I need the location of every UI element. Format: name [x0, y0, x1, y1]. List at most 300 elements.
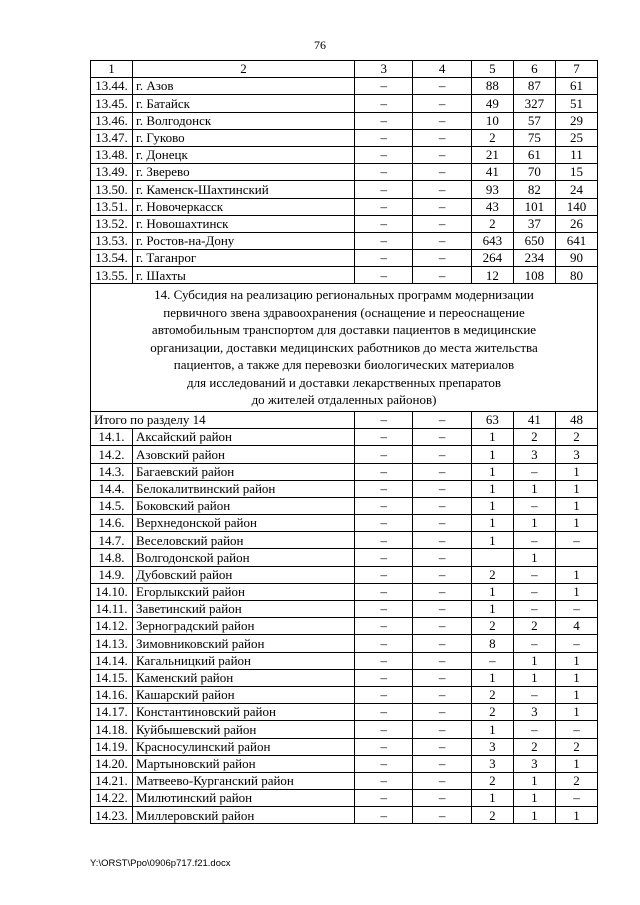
table-cell: 24 [555, 181, 597, 198]
table-cell: – [413, 515, 471, 532]
table-cell: – [355, 686, 413, 703]
table-body-section-14 [91, 429, 598, 824]
table-row [91, 129, 598, 146]
table-cell: – [413, 112, 471, 129]
row-number: 13.46. [91, 112, 133, 129]
table-cell: – [413, 250, 471, 267]
table-cell: 87 [513, 78, 555, 95]
table-cell: – [413, 181, 471, 198]
table-row [91, 532, 598, 549]
table-cell: 21 [471, 146, 513, 163]
table-cell: 80 [555, 267, 597, 284]
table-row [91, 721, 598, 738]
row-number: 14.11. [91, 601, 133, 618]
table-cell: 48 [555, 411, 597, 428]
table-cell: – [413, 497, 471, 514]
table-cell: 15 [555, 164, 597, 181]
table-cell: 1 [555, 583, 597, 600]
municipality-name: Матвеево-Курганский район [133, 772, 355, 789]
row-number: 14.10. [91, 583, 133, 600]
table-row [91, 772, 598, 789]
table-cell: – [355, 738, 413, 755]
table-row [91, 583, 598, 600]
municipality-name: Зимовниковский район [133, 635, 355, 652]
table-row [91, 95, 598, 112]
column-number: 6 [513, 61, 555, 78]
row-number: 13.54. [91, 250, 133, 267]
section-14-heading [91, 284, 598, 429]
table-cell: 2 [471, 704, 513, 721]
table-cell: – [355, 601, 413, 618]
table-row [91, 232, 598, 249]
table-cell: 25 [555, 129, 597, 146]
municipality-name: г. Азов [133, 78, 355, 95]
table-cell: 3 [471, 755, 513, 772]
table-cell: – [355, 583, 413, 600]
municipality-name: Красносулинский район [133, 738, 355, 755]
row-number: 14.22. [91, 790, 133, 807]
table-row [91, 164, 598, 181]
table-cell: 1 [513, 772, 555, 789]
table-cell: 3 [555, 446, 597, 463]
table-row [91, 652, 598, 669]
table-cell: – [513, 721, 555, 738]
municipality-name: Волгодонской район [133, 549, 355, 566]
table-cell: 3 [513, 704, 555, 721]
table-cell: – [355, 164, 413, 181]
municipality-name: Миллеровский район [133, 807, 355, 824]
municipality-name: г. Новочеркасск [133, 198, 355, 215]
table-row [91, 618, 598, 635]
municipality-name: Егорлыкский район [133, 583, 355, 600]
table-cell [471, 549, 513, 566]
table-row [91, 790, 598, 807]
table-cell: 10 [471, 112, 513, 129]
table-cell: 234 [513, 250, 555, 267]
table-row [91, 755, 598, 772]
row-number: 13.52. [91, 215, 133, 232]
table-row [91, 446, 598, 463]
table-cell: – [555, 532, 597, 549]
table-row [91, 215, 598, 232]
table-row [91, 686, 598, 703]
table-cell: – [413, 198, 471, 215]
table-cell: 63 [471, 411, 513, 428]
table-cell: – [355, 267, 413, 284]
table-cell: 1 [471, 429, 513, 446]
table-cell: 93 [471, 181, 513, 198]
column-number: 2 [133, 61, 355, 78]
municipality-name: Боковский район [133, 497, 355, 514]
table-cell: 49 [471, 95, 513, 112]
table-row [91, 738, 598, 755]
table-cell: – [355, 549, 413, 566]
table-cell: 75 [513, 129, 555, 146]
municipality-name: Багаевский район [133, 463, 355, 480]
table-cell: 57 [513, 112, 555, 129]
table-cell: 2 [555, 738, 597, 755]
table-cell: 2 [471, 618, 513, 635]
table-cell: 1 [471, 480, 513, 497]
table-cell: – [413, 704, 471, 721]
table-row [91, 669, 598, 686]
table-cell: 1 [513, 790, 555, 807]
table-cell: – [471, 652, 513, 669]
table-cell: 2 [555, 429, 597, 446]
municipality-name: Аксайский район [133, 429, 355, 446]
section-title-line: автомобильным транспортом для доставки пациентов в медицинские [151, 322, 537, 338]
table-row [91, 635, 598, 652]
table-cell: – [355, 790, 413, 807]
table-cell: 1 [555, 463, 597, 480]
table-cell: – [555, 721, 597, 738]
municipality-name: г. Батайск [133, 95, 355, 112]
municipality-name: Зерноградский район [133, 618, 355, 635]
row-number: 14.8. [91, 549, 133, 566]
table-cell: 1 [471, 446, 513, 463]
table-cell: 1 [555, 704, 597, 721]
table-cell: – [513, 583, 555, 600]
row-number: 14.15. [91, 669, 133, 686]
table-cell: 37 [513, 215, 555, 232]
table-cell: 1 [555, 652, 597, 669]
table-row [91, 704, 598, 721]
table-cell: 101 [513, 198, 555, 215]
table-cell: 1 [513, 549, 555, 566]
municipality-name: Каменский район [133, 669, 355, 686]
municipality-name: Белокалитвинский район [133, 480, 355, 497]
table-cell: 1 [471, 669, 513, 686]
table-cell: 1 [471, 515, 513, 532]
table-cell: 1 [513, 807, 555, 824]
table-cell: – [355, 250, 413, 267]
table-cell: 82 [513, 181, 555, 198]
row-number: 14.21. [91, 772, 133, 789]
table-cell: – [413, 618, 471, 635]
municipality-name: г. Таганрог [133, 250, 355, 267]
table-row [91, 181, 598, 198]
table-cell: 1 [555, 686, 597, 703]
table-row [91, 78, 598, 95]
section-title-line: до жителей отдаленных районов) [251, 392, 437, 408]
table-cell: – [413, 652, 471, 669]
table-cell: – [355, 146, 413, 163]
table-cell: – [513, 463, 555, 480]
table-cell: 1 [471, 532, 513, 549]
row-number: 13.55. [91, 267, 133, 284]
table-body-section-13 [91, 61, 598, 284]
table-cell: 1 [513, 480, 555, 497]
municipality-name: г. Новошахтинск [133, 215, 355, 232]
table-cell: 2 [471, 807, 513, 824]
row-number: 14.16. [91, 686, 133, 703]
table-cell: – [413, 129, 471, 146]
table-row [91, 549, 598, 566]
row-number: 14.4. [91, 480, 133, 497]
table-cell: 1 [555, 566, 597, 583]
table-cell: 88 [471, 78, 513, 95]
table-cell: 1 [471, 601, 513, 618]
table-cell: – [413, 164, 471, 181]
table-cell: 1 [513, 669, 555, 686]
column-number: 4 [413, 61, 471, 78]
table-cell: 264 [471, 250, 513, 267]
table-cell: – [355, 704, 413, 721]
table-cell: – [513, 566, 555, 583]
table-cell: 1 [471, 583, 513, 600]
table-cell: – [413, 669, 471, 686]
table-row [91, 497, 598, 514]
table-cell: 1 [513, 515, 555, 532]
column-number: 7 [555, 61, 597, 78]
table-cell: – [555, 601, 597, 618]
table-cell: – [355, 566, 413, 583]
table-cell: – [355, 215, 413, 232]
table-row [91, 480, 598, 497]
table-cell: – [355, 721, 413, 738]
municipality-name: г. Ростов-на-Дону [133, 232, 355, 249]
table-cell: – [413, 566, 471, 583]
municipality-name: Константиновский район [133, 704, 355, 721]
section-title [91, 284, 598, 412]
table-row [91, 601, 598, 618]
table-cell [555, 549, 597, 566]
column-number: 1 [91, 61, 133, 78]
table-row [91, 250, 598, 267]
row-number: 14.5. [91, 497, 133, 514]
table-cell: 41 [471, 164, 513, 181]
municipality-name: г. Донецк [133, 146, 355, 163]
section-total-row [91, 411, 598, 428]
table-cell: – [413, 78, 471, 95]
table-cell: – [555, 635, 597, 652]
table-cell: 12 [471, 267, 513, 284]
table-cell: 61 [513, 146, 555, 163]
table-cell: 2 [513, 429, 555, 446]
table-cell: – [355, 198, 413, 215]
row-number: 13.51. [91, 198, 133, 215]
table-cell: – [413, 532, 471, 549]
table-cell: – [513, 497, 555, 514]
table-cell: – [413, 95, 471, 112]
row-number: 13.50. [91, 181, 133, 198]
municipality-name: г. Гуково [133, 129, 355, 146]
column-number: 3 [355, 61, 413, 78]
table-cell: 1 [471, 497, 513, 514]
row-number: 14.20. [91, 755, 133, 772]
table-row [91, 463, 598, 480]
table-cell: 2 [555, 772, 597, 789]
table-cell: 1 [471, 790, 513, 807]
table-cell: 2 [471, 129, 513, 146]
municipality-name: г. Каменск-Шахтинский [133, 181, 355, 198]
table-cell: 2 [471, 215, 513, 232]
table-cell: – [355, 232, 413, 249]
row-number: 14.18. [91, 721, 133, 738]
table-cell: – [355, 497, 413, 514]
row-number: 14.7. [91, 532, 133, 549]
section-title-line: первичного звена здравоохранения (оснащение и переоснащение [163, 304, 525, 320]
table-row [91, 146, 598, 163]
table-cell: – [355, 618, 413, 635]
row-number: 14.23. [91, 807, 133, 824]
table-cell: 641 [555, 232, 597, 249]
table-cell: – [413, 721, 471, 738]
table-row [91, 198, 598, 215]
table-cell: – [413, 738, 471, 755]
table-cell: 1 [555, 755, 597, 772]
row-number: 13.53. [91, 232, 133, 249]
table-cell: 1 [555, 497, 597, 514]
total-label: Итого по разделу 14 [91, 411, 355, 428]
document-file-path: Y:\ORST\Ppo\0906p717.f21.docx [90, 858, 231, 869]
table-row [91, 112, 598, 129]
table-cell: 1 [471, 721, 513, 738]
municipality-name: Кашарский район [133, 686, 355, 703]
table-cell: – [413, 635, 471, 652]
table-cell: 8 [471, 635, 513, 652]
table-cell: – [413, 807, 471, 824]
subsidy-table [90, 60, 598, 824]
table-cell: – [355, 772, 413, 789]
table-cell: – [355, 755, 413, 772]
table-cell: 643 [471, 232, 513, 249]
row-number: 14.19. [91, 738, 133, 755]
table-cell: – [513, 686, 555, 703]
municipality-name: Дубовский район [133, 566, 355, 583]
table-cell: 1 [555, 807, 597, 824]
table-cell: – [413, 686, 471, 703]
row-number: 13.49. [91, 164, 133, 181]
table-cell: – [413, 146, 471, 163]
table-cell: – [413, 446, 471, 463]
row-number: 14.9. [91, 566, 133, 583]
row-number: 14.1. [91, 429, 133, 446]
row-number: 14.6. [91, 515, 133, 532]
table-cell: – [513, 532, 555, 549]
table-cell: 140 [555, 198, 597, 215]
municipality-name: Куйбышевский район [133, 721, 355, 738]
table-row [91, 807, 598, 824]
table-cell: 61 [555, 78, 597, 95]
row-number: 13.48. [91, 146, 133, 163]
table-cell: – [413, 549, 471, 566]
municipality-name: Заветинский район [133, 601, 355, 618]
table-cell: 2 [471, 566, 513, 583]
section-title-line: организации, доставки медицинских работников до места жительства [150, 339, 538, 355]
table-cell: 1 [555, 669, 597, 686]
table-cell: 2 [513, 738, 555, 755]
table-cell: 51 [555, 95, 597, 112]
municipality-name: Милютинский район [133, 790, 355, 807]
table-cell: 2 [513, 618, 555, 635]
table-cell: – [355, 429, 413, 446]
row-number: 14.17. [91, 704, 133, 721]
table-cell: 11 [555, 146, 597, 163]
table-cell: 1 [471, 463, 513, 480]
table-cell: – [413, 215, 471, 232]
table-cell: – [355, 532, 413, 549]
column-number: 5 [471, 61, 513, 78]
row-number: 13.47. [91, 129, 133, 146]
table-cell: – [513, 601, 555, 618]
table-row [91, 515, 598, 532]
municipality-name: Веселовский район [133, 532, 355, 549]
table-cell: – [355, 95, 413, 112]
table-row [91, 267, 598, 284]
table-cell: – [413, 583, 471, 600]
table-cell: – [355, 807, 413, 824]
municipality-name: Азовский район [133, 446, 355, 463]
row-number: 13.45. [91, 95, 133, 112]
table-cell: 29 [555, 112, 597, 129]
table-cell: – [413, 790, 471, 807]
table-cell: 3 [513, 755, 555, 772]
table-cell: 4 [555, 618, 597, 635]
table-cell: 43 [471, 198, 513, 215]
table-cell: 1 [555, 480, 597, 497]
table-cell: 90 [555, 250, 597, 267]
page-number: 76 [314, 38, 326, 52]
table-cell: – [355, 411, 413, 428]
table-cell: – [413, 480, 471, 497]
table-cell: – [355, 181, 413, 198]
table-cell: 2 [471, 686, 513, 703]
table-cell: 41 [513, 411, 555, 428]
municipality-name: Мартыновский район [133, 755, 355, 772]
table-cell: 327 [513, 95, 555, 112]
table-cell: 3 [513, 446, 555, 463]
table-cell: – [355, 129, 413, 146]
table-cell: – [355, 635, 413, 652]
section-title-row [91, 284, 598, 412]
table-cell: – [355, 463, 413, 480]
table-cell: – [355, 112, 413, 129]
table-cell: – [513, 635, 555, 652]
table-row [91, 566, 598, 583]
table-cell: 26 [555, 215, 597, 232]
column-number-row [91, 61, 598, 78]
table-cell: – [413, 601, 471, 618]
row-number: 14.13. [91, 635, 133, 652]
table-row [91, 429, 598, 446]
row-number: 13.44. [91, 78, 133, 95]
row-number: 14.2. [91, 446, 133, 463]
table-cell: – [413, 267, 471, 284]
table-cell: – [413, 411, 471, 428]
table-cell: – [413, 463, 471, 480]
table-cell: – [355, 446, 413, 463]
table-cell: – [555, 790, 597, 807]
table-cell: – [413, 755, 471, 772]
table-cell: – [355, 669, 413, 686]
table-cell: – [355, 78, 413, 95]
table-cell: – [413, 429, 471, 446]
table-cell: – [355, 480, 413, 497]
table-cell: – [413, 772, 471, 789]
table-cell: 108 [513, 267, 555, 284]
municipality-name: г. Зверево [133, 164, 355, 181]
row-number: 14.14. [91, 652, 133, 669]
section-title-line: 14. Субсидия на реализацию региональных программ модернизации [154, 287, 534, 303]
municipality-name: Верхнедонской район [133, 515, 355, 532]
municipality-name: Кагальницкий район [133, 652, 355, 669]
table-cell: 2 [471, 772, 513, 789]
section-title-line: для исследований и доставки лекарственных препаратов [187, 374, 501, 390]
table-cell: – [355, 652, 413, 669]
section-title-line: пациентов, а также для перевозки биологических материалов [173, 357, 515, 373]
table-cell: – [355, 515, 413, 532]
